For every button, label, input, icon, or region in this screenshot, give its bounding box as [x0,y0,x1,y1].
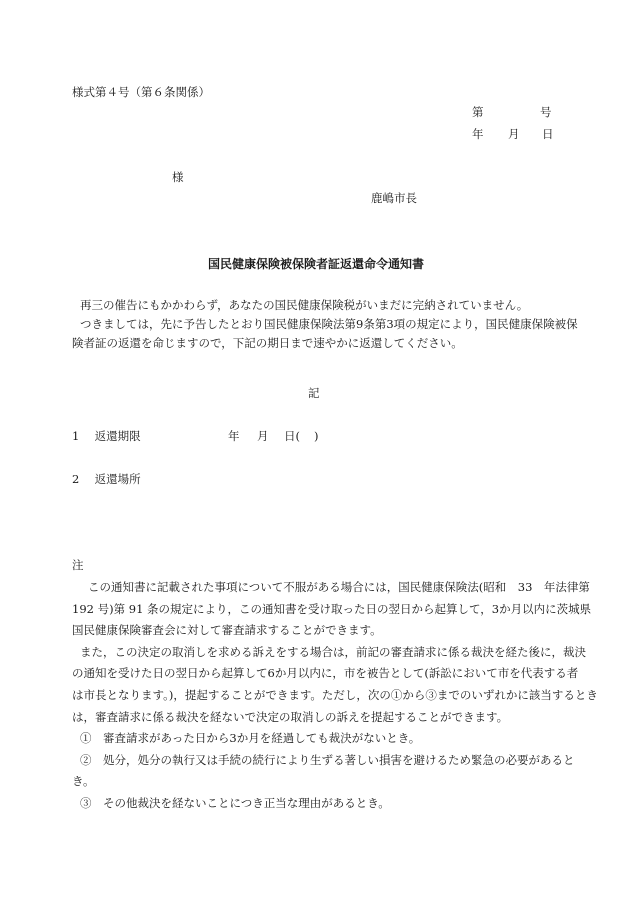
body-line-2: つきましては，先に予告したとおり国民健康保険法第9条第3項の規定により，国民健康保険被保 [80,317,578,332]
notes-line-8: ① 審査請求があった日から3か月を経過しても裁決がないとき。 [80,731,421,746]
item-1-label: 返還期限 [94,429,141,443]
body-paragraph [72,297,578,351]
item-2-label: 返還場所 [94,472,141,486]
date-month: 月 [508,127,520,141]
item-1-day: 日( [284,429,300,443]
notes-line-5: の通知を受けた日の翌日から起算して6か月以内に，市を被告として(訴訟において市を代表する者 [72,666,579,681]
body-line-3: 険者証の返還を命じますので，下記の期日まで速やかに返還してください。 [72,336,463,351]
notes-line-2: 192 号)第 91 条の規定により，この通知書を受け取った日の翌日から起算して，3か月以内に茨城県 [72,601,592,616]
notes-line-9: ② 処分，処分の執行又は手続の続行により生ずる著しい損害を避けるため緊急の必要があると [80,752,575,767]
item-1-number: 1 [72,429,80,443]
addressee-honorific: 様 [172,170,184,184]
item-1-close: ) [314,429,319,443]
ki-heading: 記 [308,386,320,400]
notes-line-3: 国民健康保険審査会に対して審査請求することができます。 [72,623,382,638]
item-1-year: 年 [228,429,240,443]
item-2 [72,471,141,487]
number-go: 号 [540,105,552,119]
number-dai: 第 [472,105,484,119]
notes-line-1: この通知書に記載された事項について不服がある場合には，国民健康保険法(昭和 33 年法律第 [88,580,590,594]
notes-line-10: き。 [72,774,95,789]
notes-heading: 注 [72,558,84,572]
form-number: 様式第４号（第６条関係） [72,85,210,99]
notes-line-11: ③ その他裁決を経ないことにつき正当な理由があるとき。 [80,795,390,810]
notes-paragraph [72,577,598,815]
item-1 [72,428,141,444]
document-title: 国民健康保険被保険者証返還命令通知書 [208,257,425,271]
notes-line-7: は，審査請求に係る裁決を経ないで決定の取消しの訴えを提起することができます。 [72,709,509,724]
date-day: 日 [542,127,554,141]
body-line-1: 再三の催告にもかかわらず，あなたの国民健康保険税がいまだに完納されていません。 [80,298,529,312]
date-year: 年 [472,127,484,141]
notes-line-4: また，この決定の取消しを求める訴えをする場合は，前記の審査請求に係る裁決を経た後に，裁決 [80,644,586,659]
notes-line-6: は市長となります。)，提起することができます。ただし，次の①から③までのいずれかに該当するとき [72,687,598,702]
sender-name: 鹿嶋市長 [371,191,417,205]
item-1-month: 月 [257,429,269,443]
item-2-number: 2 [72,472,80,486]
